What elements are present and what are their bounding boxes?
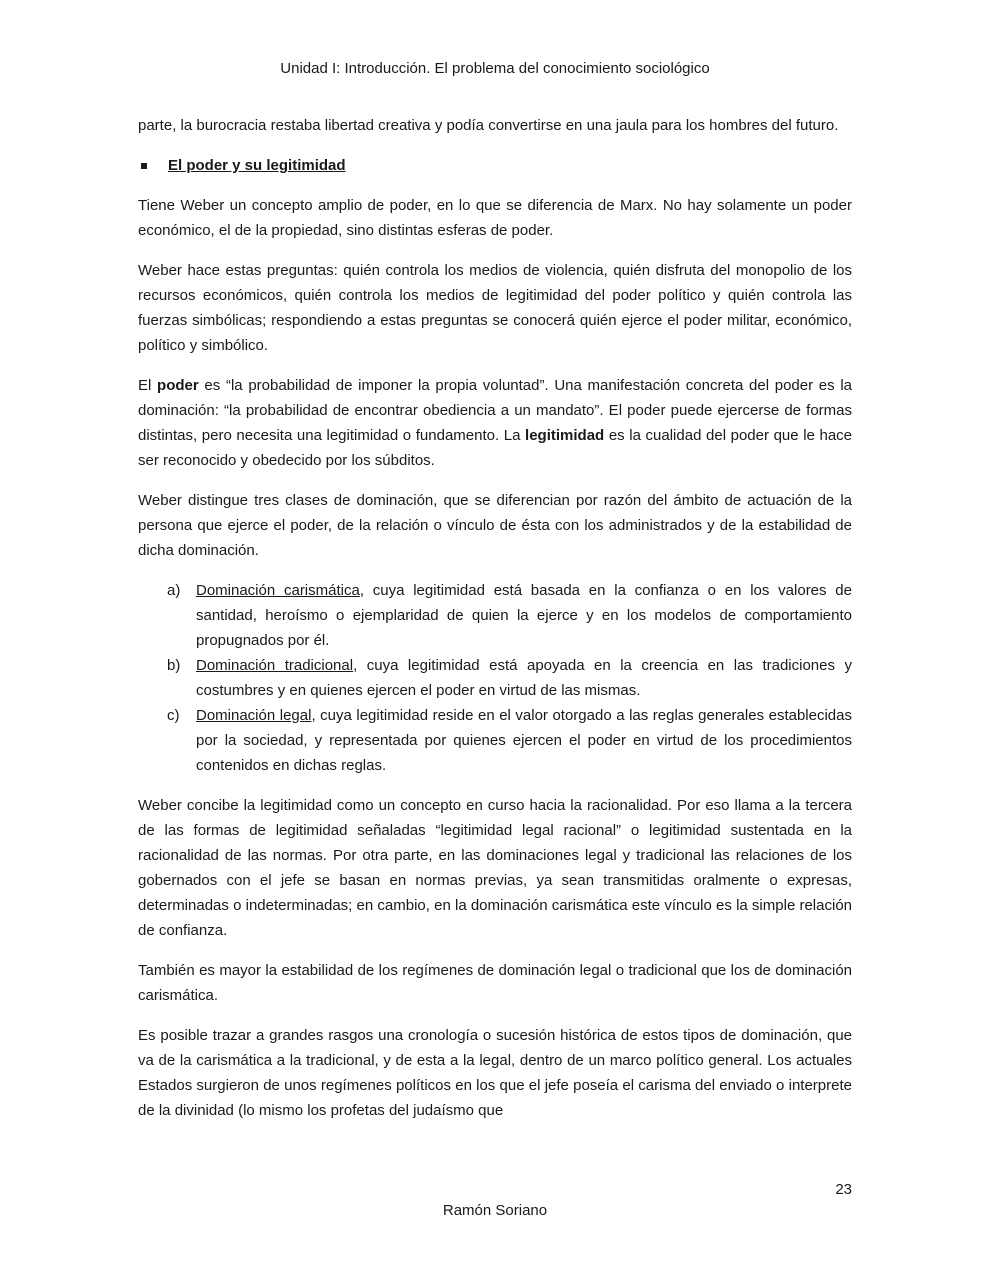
- paragraph: [138, 373, 852, 473]
- page-number: 23: [835, 1181, 852, 1198]
- list-marker: a): [167, 582, 181, 599]
- paragraph: parte, la burocracia restaba libertad creativa y podía convertirse en una jaula para los hombres del futuro.: [138, 117, 839, 134]
- text-run: es la cualidad del poder que le hace ser reconocido y obedecido por los súbditos.: [138, 427, 853, 469]
- square-bullet-icon: [141, 163, 147, 169]
- text-run: El: [138, 377, 158, 394]
- text-run: es “la probabilidad de imponer la propia voluntad”. Una manifestación concreta del poder es la dominación: “la probabilidad de encontrar obediencia a un mandato”. El poder puede ejercerse de formas distintas, pero necesita una legitimidad o fundamento. La: [138, 377, 853, 444]
- list-marker: b): [167, 657, 181, 674]
- paragraph: Weber hace estas preguntas: quién controla los medios de violencia, quién disfruta del monopolio de los recursos económicos, quién controla los medios de legitimidad del poder político y quién controla las fuerzas simbólicas; respondiendo a estas preguntas se conocerá quién ejerce el poder militar, económico, político y simbólico.: [138, 262, 852, 354]
- paragraph: También es mayor la estabilidad de los regímenes de dominación legal o tradicional que los de dominación carismática.: [138, 962, 852, 1004]
- text-run: , cuya legitimidad está apoyada en la creencia en las tradiciones y costumbres y en quienes ejercen el poder en virtud de las mismas.: [196, 657, 852, 699]
- domination-types-list: [138, 578, 852, 778]
- list-item: [138, 653, 852, 703]
- paragraph: Weber concibe la legitimidad como un concepto en curso hacia la racionalidad. Por eso llama a la tercera de las formas de legitimidad señaladas “legitimidad legal racional” o legitimidad sustentada en la racionalidad de las normas. Por otra parte, en las dominaciones legal y tradicional las relaciones de los gobernados con el jefe se basan en normas previas, ya sean transmitidas oralmente o expresas, determinadas o indeterminadas; en cambio, en la dominación carismática este vínculo es la simple relación de confianza.: [138, 797, 852, 939]
- paragraph: Weber distingue tres clases de dominación, que se diferencian por razón del ámbito de actuación de la persona que ejerce el poder, de la relación o vínculo de ésta con los administrados y de la estabilidad de dicha dominación.: [138, 492, 852, 559]
- bold-term: legitimidad: [525, 427, 605, 444]
- text-run: , cuya legitimidad reside en el valor otorgado a las reglas generales establecidas por la sociedad, y representada por quienes ejercen el poder en virtud de los procedimientos contenidos en dichas reglas.: [196, 707, 852, 774]
- list-item-text: [196, 653, 852, 703]
- page-body: [138, 113, 852, 1138]
- paragraph: Tiene Weber un concepto amplio de poder, en lo que se diferencia de Marx. No hay solamente un poder económico, el de la propiedad, sino distintas esferas de poder.: [138, 197, 852, 239]
- text-run: , cuya legitimidad está basada en la confianza o en los valores de santidad, heroísmo o ejemplaridad de quien la ejerce y en los modelos de comportamiento propugnados por él.: [196, 582, 852, 649]
- footer-author: Ramón Soriano: [442, 1202, 548, 1219]
- section-heading: [138, 153, 852, 178]
- underlined-term: Dominación tradicional: [196, 657, 354, 674]
- bold-term: poder: [157, 377, 199, 394]
- list-marker: c): [167, 707, 180, 724]
- list-item: [138, 703, 852, 778]
- underlined-term: Dominación legal: [196, 707, 312, 724]
- underlined-term: Dominación carismática: [196, 582, 360, 599]
- list-item-text: [196, 578, 852, 653]
- paragraph: Es posible trazar a grandes rasgos una cronología o sucesión histórica de estos tipos de dominación, que va de la carismática a la tradicional, y de esta a la legal, dentro de un marco político general. Los actuales Estados surgieron de unos regímenes políticos en los que el jefe poseía el carisma del enviado o interprete de la divinidad (lo mismo los profetas del judaísmo que: [138, 1027, 852, 1119]
- list-item: [138, 578, 852, 653]
- section-title: El poder y su legitimidad: [168, 157, 346, 174]
- list-item-text: [196, 703, 852, 778]
- running-header: Unidad I: Introducción. El problema del conocimiento sociológico: [280, 60, 710, 77]
